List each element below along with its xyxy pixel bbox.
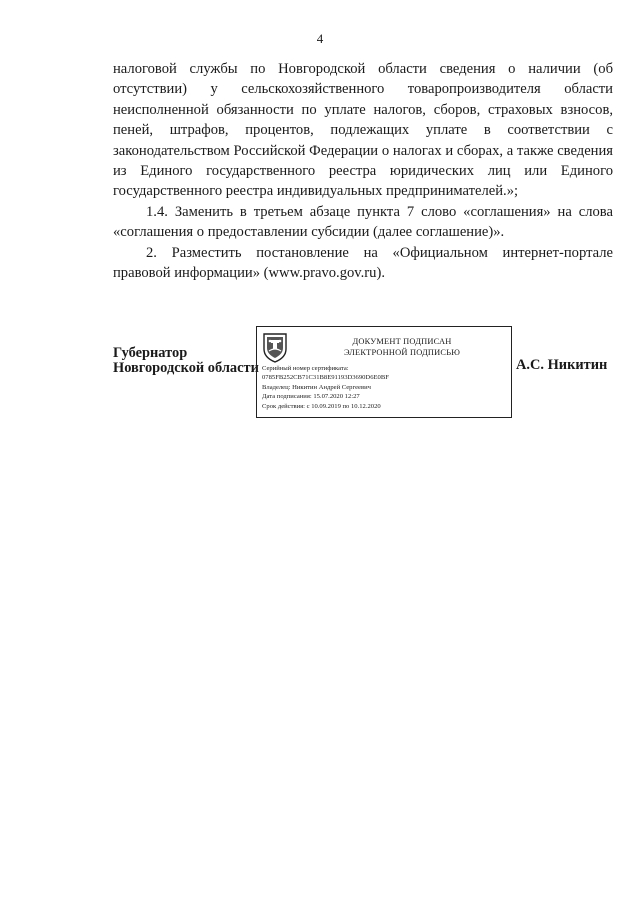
page-number: 4 xyxy=(316,31,324,46)
serial-value: 0785FB252CB71C31B8E91193D3690D6E0BF xyxy=(262,374,389,382)
position-line-region: Новгородской области xyxy=(113,360,259,376)
stamp-title xyxy=(297,336,507,358)
paragraph-item-1-4: 1.4. Заменить в третьем абзаце пункта 7 слово «соглашения» на слова «соглашения о предоставлении субсидии (далее соглашение)». xyxy=(113,203,613,241)
electronic-signature-stamp xyxy=(256,326,512,418)
certificate-owner: Владелец: Никитин Андрей Сергеевич xyxy=(262,383,371,391)
certificate-details xyxy=(262,364,510,411)
paragraph-continuation: налоговой службы по Новгородской области сведения о наличии (об отсутствии) у сельскохозяйственного товаропроизводителя области неисполненной обязанности по уплате налогов, сборов, страховых взносов, пеней, штрафов, процентов, подлежащих уплате в соответствии с законодательством Российской Федерации о налогах и сборах, а также сведения из Единого государственного реестра юридических лиц или Единого государственного реестра индивидуальных предпринимателей.»; xyxy=(113,61,613,200)
signatory-position xyxy=(113,346,259,376)
coat-of-arms-icon xyxy=(261,331,289,363)
serial-label: Серийный номер сертификата: xyxy=(262,365,349,372)
stamp-title-line2: ЭЛЕКТРОННОЙ ПОДПИСЬЮ xyxy=(343,348,461,357)
paragraph-item-2: 2. Разместить постановление на «Официальном интернет-портале правовой информации» (www.pravo.gov.ru). xyxy=(113,244,613,282)
position-line-governor: Губернатор xyxy=(113,345,188,361)
stamp-title-line1: ДОКУМЕНТ ПОДПИСАН xyxy=(352,337,452,346)
document-body xyxy=(113,59,613,283)
signing-date: Дата подписания: 15.07.2020 12:27 xyxy=(262,393,360,401)
signatory-name: А.С. Никитин xyxy=(516,357,608,373)
certificate-validity: Срок действия: с 10.09.2019 по 10.12.2020 xyxy=(262,402,381,410)
